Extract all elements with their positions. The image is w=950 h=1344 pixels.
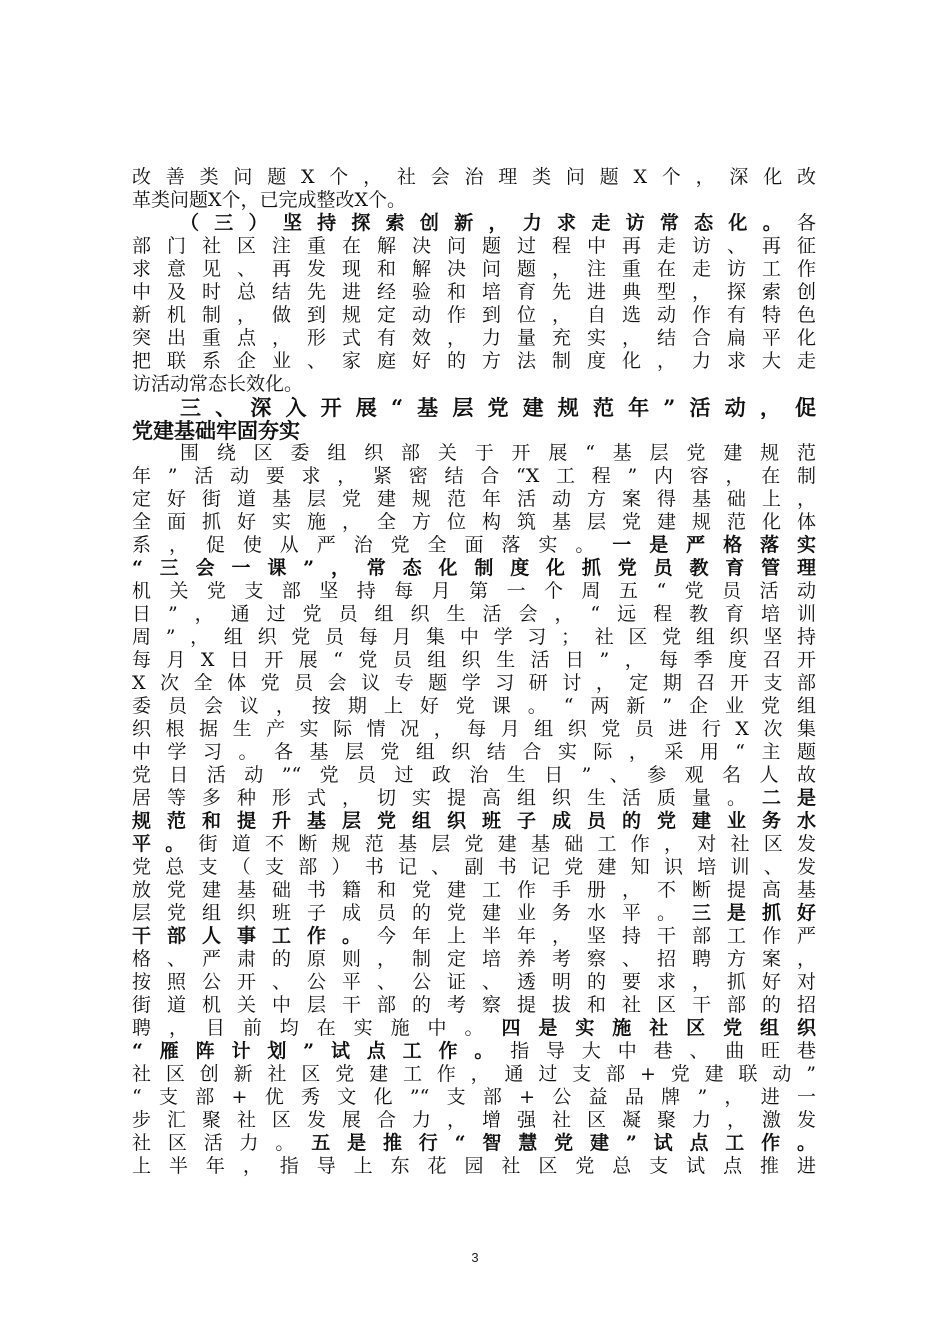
text-line: 机关党支部坚持每月第一个周五“党员活动 (132, 580, 816, 602)
text-line: 社区创新社区党建工作，通过支部+党建联动” (132, 1063, 816, 1085)
text-line: X次全体党员会议专题学习研讨，定期召开支部 (132, 672, 816, 694)
bold-text-run: 二是 (761, 787, 816, 809)
bold-text-run: 规范和提升基层党组织班子成员的党建业务水 (132, 810, 816, 832)
text-line: 全面抓好实施，全方位构筑基层党建规范化体 (132, 511, 816, 533)
text-line: 部门社区注重在解决问题过程中再走访、再征 (132, 235, 816, 257)
text-line: 上半年，指导上东花园社区党总支试点推进 (132, 1155, 816, 1177)
text-line (132, 787, 816, 810)
text-line (132, 557, 816, 580)
text-line: 突出重点，形式有效，力量充实，结合扁平化 (132, 327, 816, 349)
text-line: 格、严肃的原则，制定培养考察、招聘方案， (132, 948, 816, 970)
text-line: 新机制，做到规定动作到位，自选动作有特色 (132, 304, 816, 326)
text-run: 层党组织班子成员的党建业务水平。 (132, 902, 692, 924)
text-run: 居等多种形式，切实提高组织生活质量。 (132, 787, 762, 809)
bold-text-run: “三会一课”，常态化制度化抓党员教育管理 (132, 557, 816, 579)
bold-text-run: 平。 (132, 833, 199, 855)
text-run: 指导大中巷、曲旺巷 (510, 1040, 816, 1062)
text-line (132, 212, 816, 235)
text-line: 放党建基础书籍和党建工作手册，不断提高基 (132, 879, 816, 901)
text-line: 求意见、再发现和解决问题，注重在走访工作 (132, 258, 816, 280)
text-line (132, 902, 816, 925)
text-line: 年”活动要求，紧密结合“X工程”内容，在制 (132, 465, 816, 487)
text-line (132, 810, 816, 833)
text-line: 把联系企业、家庭好的方法制度化，力求大走 (132, 350, 816, 372)
text-line: “支部+优秀文化”“支部+公益品牌”，进一 (132, 1086, 816, 1108)
text-line: 围绕区委组织部关于开展“基层党建规范 (180, 442, 816, 464)
text-line: 织根据生产实际情况，每月组织党员进行X次集 (132, 718, 816, 740)
text-line: 每月X日开展“党员组织生活日”，每季度召开 (132, 649, 816, 671)
text-line: 步汇聚社区发展合力，增强社区凝聚力，激发 (132, 1109, 816, 1131)
text-run: 系，促使从严治党全面落实。 (132, 534, 613, 556)
bold-text-run: 干部人事工作。 (132, 925, 377, 947)
section-heading: 三、深入开展“基层党建规范年”活动，促 (180, 396, 816, 419)
text-line: 党总支（支部）书记、副书记党建知识培训、发 (132, 856, 816, 878)
text-run: 今年上半年，坚持干部工作严 (377, 925, 816, 947)
text-line: 街道机关中层干部的考察提拔和社区干部的招 (132, 994, 816, 1016)
text-line: 改善类问题X个，社会治理类问题X个，深化改 (132, 166, 816, 188)
text-run: 各 (796, 212, 816, 234)
text-line (132, 419, 816, 442)
bold-text-run: （三）坚持探索创新，力求走访常态化。 (180, 212, 797, 234)
bold-text-run: 三是抓好 (691, 902, 816, 924)
text-run: 街道不断规范基层党建基础工作，对社区发 (198, 833, 816, 855)
text-line (132, 1040, 816, 1063)
document-body (132, 166, 816, 1178)
page-number: 3 (471, 1250, 479, 1265)
bold-text-run: 一是严格落实 (612, 534, 816, 556)
text-line: 中学习。各基层党组织结合实际，采用“主题 (132, 741, 816, 763)
bold-text-run: 四是实施社区党组织 (501, 1017, 816, 1039)
text-run: 聘，目前均在实施中。 (132, 1017, 502, 1039)
text-line: 中及时总结先进经验和培育先进典型，探索创 (132, 281, 816, 303)
text-line (132, 833, 816, 856)
text-line: 日”，通过党员组织生活会，“远程教育培训 (132, 603, 816, 625)
text-line: 党日活动”“党员过政治生日”、参观名人故 (132, 764, 816, 786)
text-line (132, 396, 816, 419)
text-run: 社区活力。 (132, 1132, 312, 1154)
text-line (132, 1132, 816, 1155)
text-line: 按照公开、公平、公证、透明的要求，抓好对 (132, 971, 816, 993)
bold-text-run: “雁阵计划”试点工作。 (132, 1040, 511, 1062)
text-line (132, 1017, 816, 1040)
text-line (132, 534, 816, 557)
text-line (132, 925, 816, 948)
text-line: 定好街道基层党建规范年活动方案得基础上， (132, 488, 816, 510)
text-line: 革类问题X个，已完成整改X个。 (132, 189, 407, 211)
text-line: 访活动常态长效化。 (132, 373, 304, 395)
text-line: 周”，组织党员每月集中学习；社区党组织坚持 (132, 626, 816, 648)
bold-text-run: 五是推行“智慧党建”试点工作。 (311, 1132, 816, 1154)
text-line: 委员会议，按期上好党课。“两新”企业党组 (132, 695, 816, 717)
section-heading: 党建基础牢固夯实 (132, 419, 300, 442)
